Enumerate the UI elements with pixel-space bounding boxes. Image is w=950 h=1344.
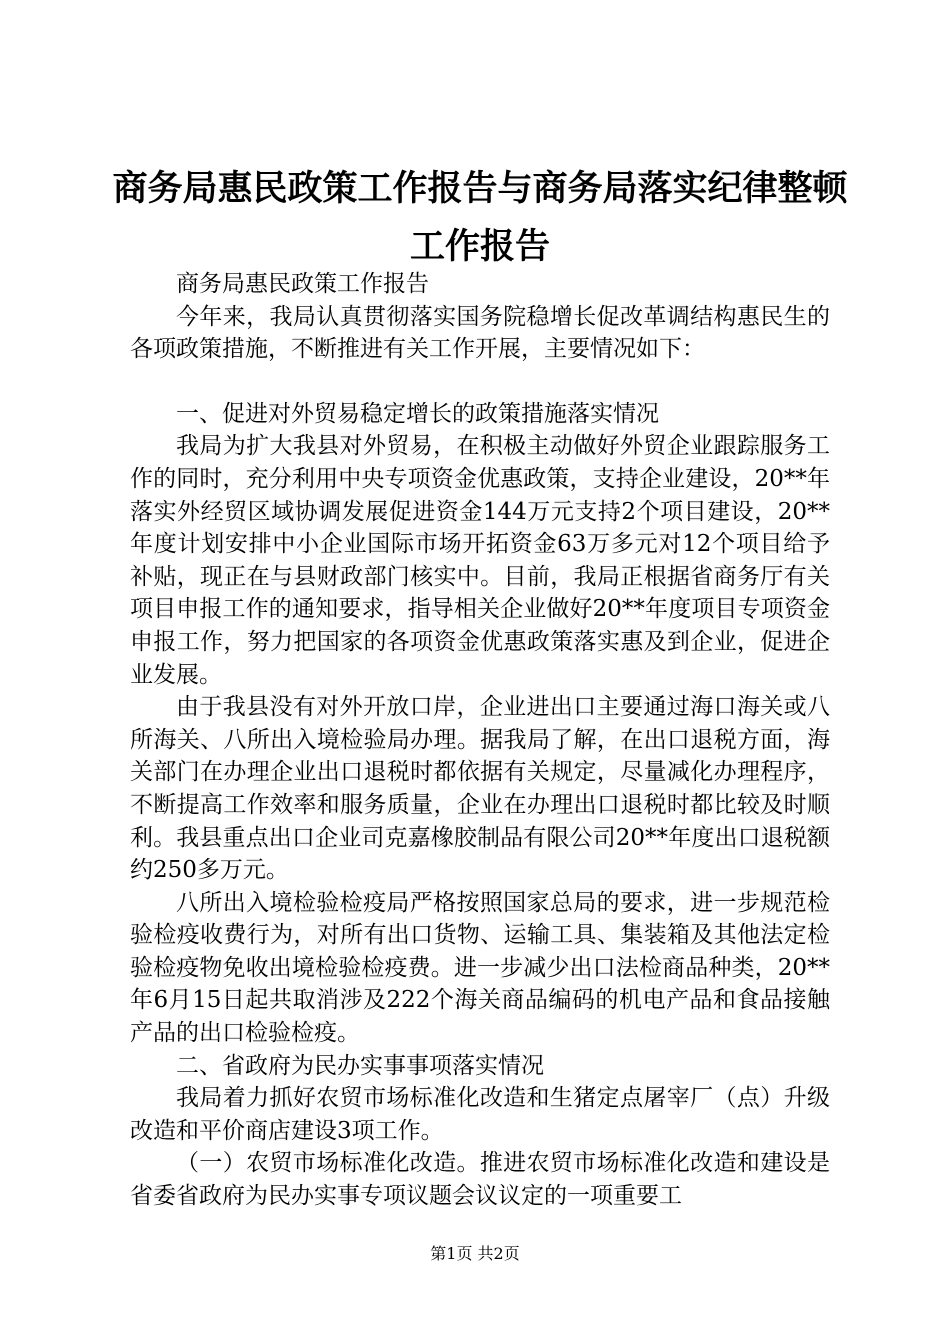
- page-footer: 第1页 共2页: [430, 1244, 520, 1263]
- document-title: 商务局惠民政策工作报告与商务局落实纪律整顿工作报告: [112, 169, 848, 267]
- section-heading-1: 一、促进对外贸易稳定增长的政策措施落实情况: [176, 400, 659, 427]
- body-paragraph-3: 八所出入境检验检疫局严格按照国家总局的要求，进一步规范检验检疫收费行为，对所有出口货物、运输工具、集装箱及其他法定检验检疫物免收出境检验检疫费。进一步减少出口法检商品种类，20**年6月15日起共取消涉及222个海关商品编码的机电产品和食品接触产品的出口检验检疫。: [130, 889, 830, 1047]
- section-heading-2: 二、省政府为民办实事事项落实情况: [176, 1052, 544, 1079]
- body-paragraph-1: 我局为扩大我县对外贸易，在积极主动做好外贸企业跟踪服务工作的同时，充分利用中央专项资金优惠政策，支持企业建设，20**年落实外经贸区域协调发展促进资金144万元支持2个项目建设，20**年度计划安排中小企业国际市场开拓资金63万多元对12个项目给予补贴，现正在与县财政部门核实中。目前，我局正根据省商务厅有关项目申报工作的通知要求，指导相关企业做好20**年度项目专项资金申报工作，努力把国家的各项资金优惠政策落实惠及到企业，促进企业发展。: [130, 433, 830, 688]
- body-paragraph-2: 由于我县没有对外开放口岸，企业进出口主要通过海口海关或八所海关、八所出入境检验局办理。据我局了解，在出口退税方面，海关部门在办理企业出口退税时都依据有关规定，尽量减化办理程序，不断提高工作效率和服务质量，企业在办理出口退税时都比较及时顺利。我县重点出口企业司克嘉橡胶制品有限公司20**年度出口退税额约250多万元。: [130, 694, 830, 884]
- body-paragraph-5: （一）农贸市场标准化改造。推进农贸市场标准化改造和建设是省委省政府为民办实事专项议题会议议定的一项重要工: [130, 1150, 830, 1210]
- intro-paragraph: 今年来，我局认真贯彻落实国务院稳增长促改革调结构惠民生的各项政策措施，不断推进有关工作开展，主要情况如下：: [130, 303, 830, 363]
- section-subtitle: 商务局惠民政策工作报告: [176, 271, 429, 297]
- document-body: [130, 268, 830, 1213]
- body-paragraph-4: 我局着力抓好农贸市场标准化改造和生猪定点屠宰厂（点）升级改造和平价商店建设3项工作。: [130, 1085, 830, 1144]
